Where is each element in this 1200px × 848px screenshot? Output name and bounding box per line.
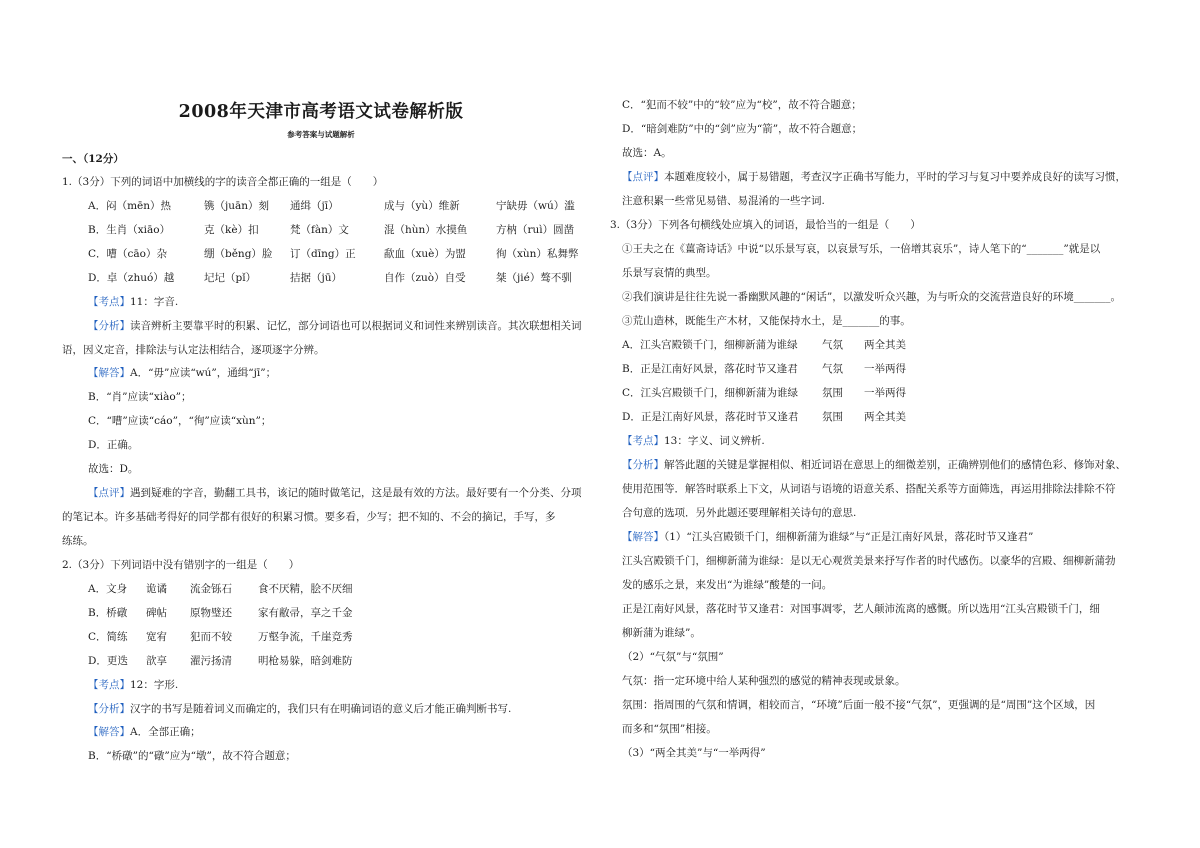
q2-d-1: D．更迭: [88, 655, 128, 667]
q1-kaodian: [88, 295, 178, 309]
q3-body-line-6: 气氛：指一定环境中给人某种强烈的感觉的精神表现或景象。: [622, 675, 906, 687]
q2-d-3: 濯污扬清: [190, 655, 232, 667]
q1-jieda-line-5: 故选：D。: [88, 463, 139, 475]
q1-dianping-line-1: [88, 486, 582, 500]
q2-a-1: A．文身: [88, 583, 128, 595]
q1-d-2: 圮圮（pǐ）: [204, 272, 257, 284]
q1-jieda-line-1: [88, 366, 276, 380]
q2-dianping-line-2: 注意积累一些常见易错、易混淆的一些字词.: [622, 195, 825, 207]
q2-a-4: 食不厌精，脍不厌细: [258, 583, 353, 595]
q3-jieda-text-1: （1）“江头宫殿锁千门，细柳新蒲为谁绿”与“正是江南好风景，落花时节又逢君”: [664, 531, 1034, 543]
q3-d-2: 氛围: [822, 411, 843, 423]
q1-c-4: 歃血（xuè）为盟: [384, 248, 466, 260]
fenxi-tag: 【分析】: [88, 320, 130, 332]
q2-b-3: 原物璧还: [190, 607, 232, 619]
q1-jieda-line-2: B．“肖”应读“xiào”；: [88, 391, 192, 403]
q1-jieda-text-1: A．“毋”应读“wú”，通缉“jī”；: [130, 367, 277, 379]
q2-kaodian-text: 12：字形.: [130, 679, 179, 691]
q2-b-1: B．桥礅: [88, 607, 128, 619]
section-heading: 一、（12分）: [62, 153, 124, 165]
q3-kaodian-text: 13：字义、词义辨析.: [664, 435, 765, 447]
q3-sentence-1-line-1: ①王夫之在《薑斋诗话》中说“以乐景写哀，以哀景写乐，一倍增其哀乐”，诗人笔下的“_______”就是以: [622, 243, 1101, 255]
q2-a-3: 流金铄石: [190, 583, 232, 595]
q3-c-1: C．江头宫殿锁千门，细柳新蒲为谁绿: [622, 387, 799, 399]
q2-c-1: C．简练: [88, 631, 128, 643]
q1-d-3: 拮据（jū）: [290, 272, 343, 284]
q3-b-3: 一举两得: [864, 363, 906, 375]
q2-kaodian: [88, 678, 178, 692]
q3-body-line-1: 江头宫殿锁千门，细柳新蒲为谁绿：是以无心观赏美景来抒写作者的时代感伤。以豪华的宫殿、细柳新蒲勃: [622, 555, 1116, 567]
q3-kaodian: [622, 434, 765, 448]
q2-c-2: 宽宥: [146, 631, 167, 643]
q3-a-2: 气氛: [822, 339, 843, 351]
q2-jieda-text: A．全部正确；: [130, 726, 201, 738]
q1-c-3: 订（dīng）正: [290, 248, 356, 260]
q2-c-3: 犯而不较: [190, 631, 232, 643]
q1-jieda-line-3: C．“嘈”应读“cáo”，“徇”应读“xùn”；: [88, 415, 272, 427]
jieda-tag: 【解答】: [88, 726, 130, 738]
q1-fenxi-line-1: [88, 319, 582, 333]
kaodian-tag: 【考点】: [622, 435, 664, 447]
q3-body-line-4: 柳新蒲为谁绿”。: [622, 627, 701, 639]
q3-a-1: A．江头宫殿锁千门，细柳新蒲为谁绿: [622, 339, 798, 351]
q3-d-1: D．正是江南好风景，落花时节又逢君: [622, 411, 799, 423]
fenxi-tag: 【分析】: [88, 703, 130, 715]
q3-fenxi-line-3: 合句意的选项．另外此题还要理解相关诗句的意思.: [622, 507, 857, 519]
q3-body-line-3: 正是江南好风景，落花时节又逢君：对国事凋零，艺人颠沛流离的感慨。所以选用“江头宫殿锁千门，细: [622, 603, 1100, 615]
kaodian-tag: 【考点】: [88, 679, 130, 691]
q1-a-3: 通缉（jī）: [290, 200, 339, 212]
q3-fenxi-line-2: 使用范围等．解答时联系上下文，从词语与语境的语意关系、搭配关系等方面筛选，再运用排除法排除不符: [622, 483, 1116, 495]
q3-b-2: 气氛: [822, 363, 843, 375]
q2-b-2: 碑帖: [146, 607, 167, 619]
q3-stem: 3.（3分）下列各句横线处应填入的词语，最恰当的一组是（ ）: [610, 219, 921, 231]
q2-d-4: 明枪易躲，暗剑难防: [258, 655, 353, 667]
q1-kaodian-text: 11：字音.: [130, 296, 179, 308]
q1-b-1: B．生肖（xiāo）: [88, 224, 171, 236]
q2-fenxi: [88, 702, 511, 716]
q3-fenxi-line-1: [622, 458, 1126, 472]
q1-b-5: 方枘（ruì）圆凿: [496, 224, 575, 236]
kaodian-tag: 【考点】: [88, 296, 130, 308]
q3-sentence-3: ③荒山造林，既能生产木材，又能保持水土，是_______的事。: [622, 315, 911, 327]
q1-stem: 1.（3分）下列的词语中加横线的字的读音全都正确的一组是（ ）: [62, 176, 384, 188]
jieda-tag: 【解答】: [88, 367, 130, 379]
q2-fenxi-text: 汉字的书写是随着词义而确定的，我们只有在明确词语的意义后才能正确判断书写.: [130, 703, 512, 715]
dianping-tag: 【点评】: [622, 171, 664, 183]
q3-body-line-9: （3）“两全其美”与“一举两得”: [622, 747, 766, 759]
q3-c-3: 一举两得: [864, 387, 906, 399]
q3-sentence-1-line-2: 乐景写哀情的典型。: [622, 267, 717, 279]
q3-sentence-2: ②我们演讲是往往先说一番幽默风趣的“闲话”，以激发听众兴趣，为与听众的交流营造良好的环境_______。: [622, 291, 1121, 303]
q3-c-2: 氛围: [822, 387, 843, 399]
page-subtitle: 参考答案与试题解析: [287, 130, 355, 139]
q1-c-5: 徇（xùn）私舞弊: [496, 248, 579, 260]
q3-body-line-2: 发的感乐之景，来发出“为谁绿”酸楚的一问。: [622, 579, 833, 591]
q1-b-3: 梵（fàn）文: [290, 224, 349, 236]
q1-a-2: 镌（juān）刻: [204, 200, 270, 212]
q3-body-line-8: 而多和“氛围”相接。: [622, 723, 717, 735]
q3-d-3: 两全其美: [864, 411, 906, 423]
q2-b-4: 家有敝帚，享之千金: [258, 607, 353, 619]
q2-jieda: [88, 725, 201, 739]
q3-a-3: 两全其美: [864, 339, 906, 351]
q2-c-4: 万壑争流，千崖竞秀: [258, 631, 353, 643]
q2-jieda-b: B．“桥礅”的“礅”应为“墩”，故不符合题意；: [88, 750, 296, 762]
q2-a-2: 诡谲: [146, 583, 167, 595]
q1-c-2: 绷（běng）脸: [204, 248, 273, 260]
q1-b-4: 混（hùn）水摸鱼: [384, 224, 468, 236]
q1-d-4: 自作（zuò）自受: [384, 272, 466, 284]
q3-body-line-7: 氛围：指周围的气氛和情调，相较而言，“环境”后面一般不接“气氛”，更强调的是“周围”这个区域，因: [622, 699, 1096, 711]
q1-fenxi-line-2: 语，因义定音，排除法与认定法相结合，逐项逐字分辨。: [62, 344, 325, 356]
q2-dianping-text-1: 本题难度较小，属于易错题，考查汉字正确书写能力，平时的学习与复习中要养成良好的读写习惯，: [664, 171, 1126, 183]
q3-fenxi-text-1: 解答此题的关键是掌握相似、相近词语在意思上的细微差别，正确辨别他们的感情色彩、修饰对象、: [664, 459, 1126, 471]
jieda-tag: 【解答】: [622, 531, 664, 543]
q1-b-2: 克（kè）扣: [204, 224, 259, 236]
q2-dianping-line-1: [622, 170, 1126, 184]
q1-a-1: A．闷（mēn）热: [88, 200, 172, 212]
q1-c-1: C．嘈（cāo）杂: [88, 248, 167, 260]
page-title: 2008年天津市高考语文试卷解析版: [178, 102, 464, 122]
q2-jieda-d: D．“暗剑难防”中的“剑”应为“箭”，故不符合题意；: [622, 123, 863, 135]
q2-answer: 故选：A。: [622, 147, 672, 159]
fenxi-tag: 【分析】: [622, 459, 664, 471]
q3-b-1: B．正是江南好风景，落花时节又逢君: [622, 363, 798, 375]
q1-dianping-line-3: 练练。: [62, 535, 94, 547]
q1-a-4: 成与（yù）维新: [384, 200, 460, 212]
q1-fenxi-text-1: 读音辨析主要靠平时的积累、记忆，部分词语也可以根据词义和词性来辨别读音。其次联想相关词: [130, 320, 582, 332]
q2-jieda-c: C．“犯而不较”中的“较”应为“校”，故不符合题意；: [622, 99, 862, 111]
q1-dianping-line-2: 的笔记本。许多基础考得好的同学都有很好的积累习惯。要多看，少写；把不知的、不会的摘记，手写，多: [62, 511, 556, 523]
q1-d-1: D．卓（zhuó）越: [88, 272, 175, 284]
q1-jieda-line-4: D．正确。: [88, 439, 139, 451]
dianping-tag: 【点评】: [88, 487, 130, 499]
q2-stem: 2.（3分）下列词语中没有错别字的一组是（ ）: [62, 559, 300, 571]
q3-body-line-5: （2）“气氛”与“氛围”: [622, 651, 724, 663]
q1-d-5: 桀（jié）骜不驯: [496, 272, 572, 284]
q1-a-5: 宁缺毋（wú）滥: [496, 200, 575, 212]
q1-dianping-text-1: 遇到疑难的字音，勤翻工具书，该记的随时做笔记，这是最有效的方法。最好要有一个分类、分项: [130, 487, 582, 499]
q3-jieda-line-1: [622, 530, 1033, 544]
q2-d-2: 歆享: [146, 655, 167, 667]
